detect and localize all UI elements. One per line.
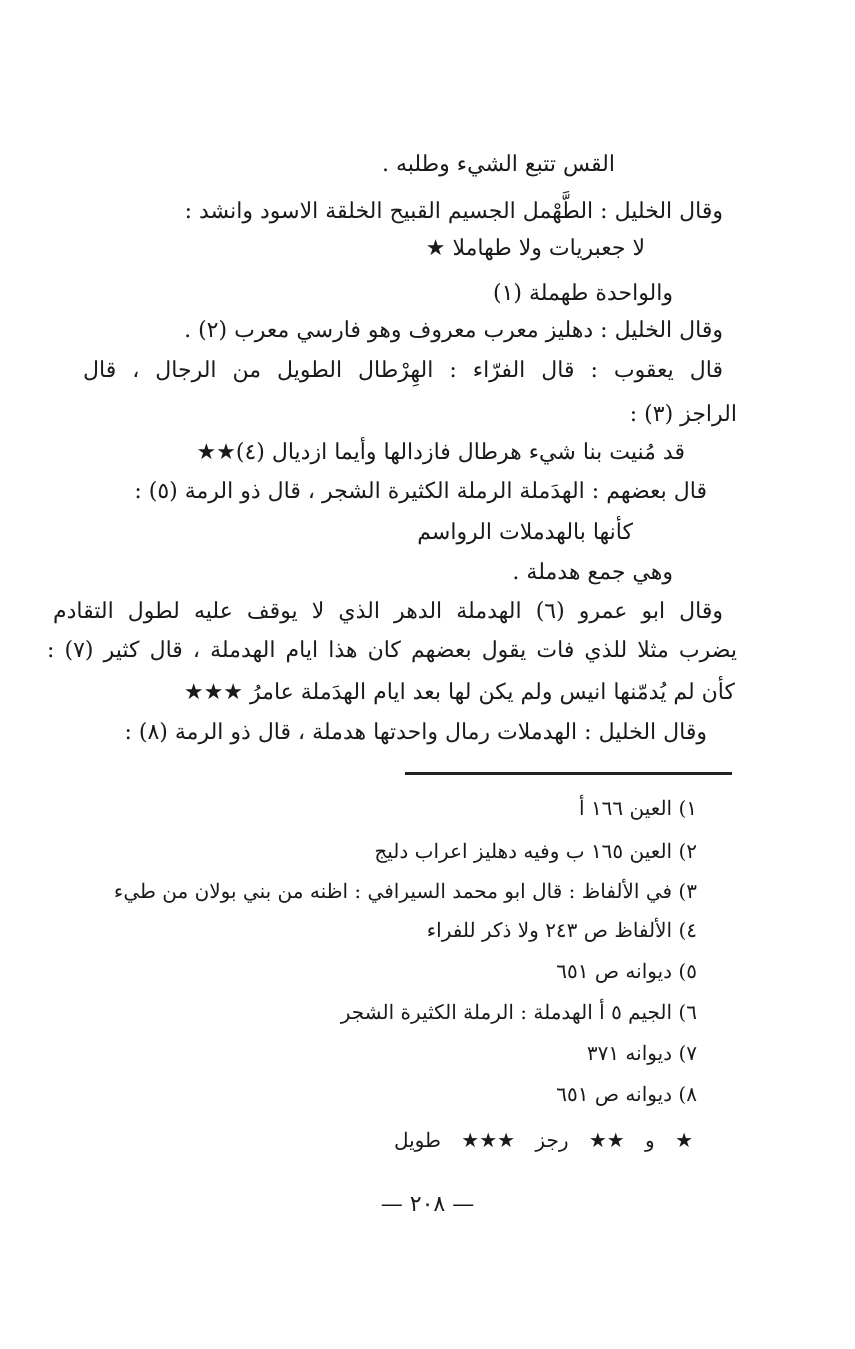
body-line-6: الراجز (٣) : [629, 402, 737, 427]
verse-line-1: لا جعبريات ولا طهاملا ★ [425, 236, 645, 261]
footnote-8: ٨) ديوانه ص ٦٥١ [556, 1082, 697, 1106]
body-line-4: وقال الخليل : دهليز معرب معروف وهو فارسي معرب (٢) . [184, 318, 723, 343]
meter-legend: ★ و ★★ رجز ★★★ طويل [393, 1128, 693, 1152]
footnote-4: ٤) الألفاظ ص ٢٤٣ ولا ذكر للفراء [426, 918, 697, 942]
body-line-8: وهي جمع هدملة . [512, 560, 673, 585]
body-line-3: والواحدة طهملة (١) [492, 281, 673, 306]
footnote-6: ٦) الجيم ٥ أ الهدملة : الرملة الكثيرة الشجر [340, 1000, 697, 1024]
body-line-5: قال يعقوب : قال الفرّاء : الهِرْطال الطويل من الرجال ، قال [83, 358, 723, 383]
footnote-7: ٧) ديوانه ٣٧١ [586, 1041, 697, 1065]
body-line-9: وقال ابو عمرو (٦) الهدملة الدهر الذي لا يوقف عليه لطول التقادم [53, 599, 723, 624]
page-number: — ٢٠٨ — [380, 1192, 475, 1217]
verse-line-2: قد مُنيت بنا شيء هرطال فازدالها وأيما ازديال (٤)★★ [196, 440, 685, 465]
footnote-5: ٥) ديوانه ص ٦٥١ [556, 959, 697, 983]
verse-line-4: كأن لم يُدمّنها انيس ولم يكن لها بعد ايام الهدَملة عامرُ ★★★ [183, 680, 735, 705]
footnote-divider [405, 772, 732, 775]
body-line-11: وقال الخليل : الهدملات رمال واحدتها هدملة ، قال ذو الرمة (٨) : [124, 720, 707, 745]
body-line-10: يضرب مثلا للذي فات يقول بعضهم كان هذا ايام الهدملة ، قال كثير (٧) : [47, 638, 737, 663]
footnote-3: ٣) في الألفاظ : قال ابو محمد السيرافي : اظنه من بني بولان من طيء [113, 879, 697, 903]
verse-line-3: كأنها بالهدملات الرواسم [417, 520, 633, 545]
footnote-1: ١) العين ١٦٦ أ [579, 796, 697, 820]
body-line-2: وقال الخليل : الطَّهْمل الجسيم القبيح الخلقة الاسود وانشد : [184, 199, 723, 224]
body-line-1: القس تتبع الشيء وطلبه . [381, 152, 615, 177]
footnote-2: ٢) العين ١٦٥ ب وفيه دهليز اعراب دليج [374, 839, 697, 863]
body-line-7: قال بعضهم : الهدَملة الرملة الكثيرة الشجر ، قال ذو الرمة (٥) : [134, 479, 707, 504]
